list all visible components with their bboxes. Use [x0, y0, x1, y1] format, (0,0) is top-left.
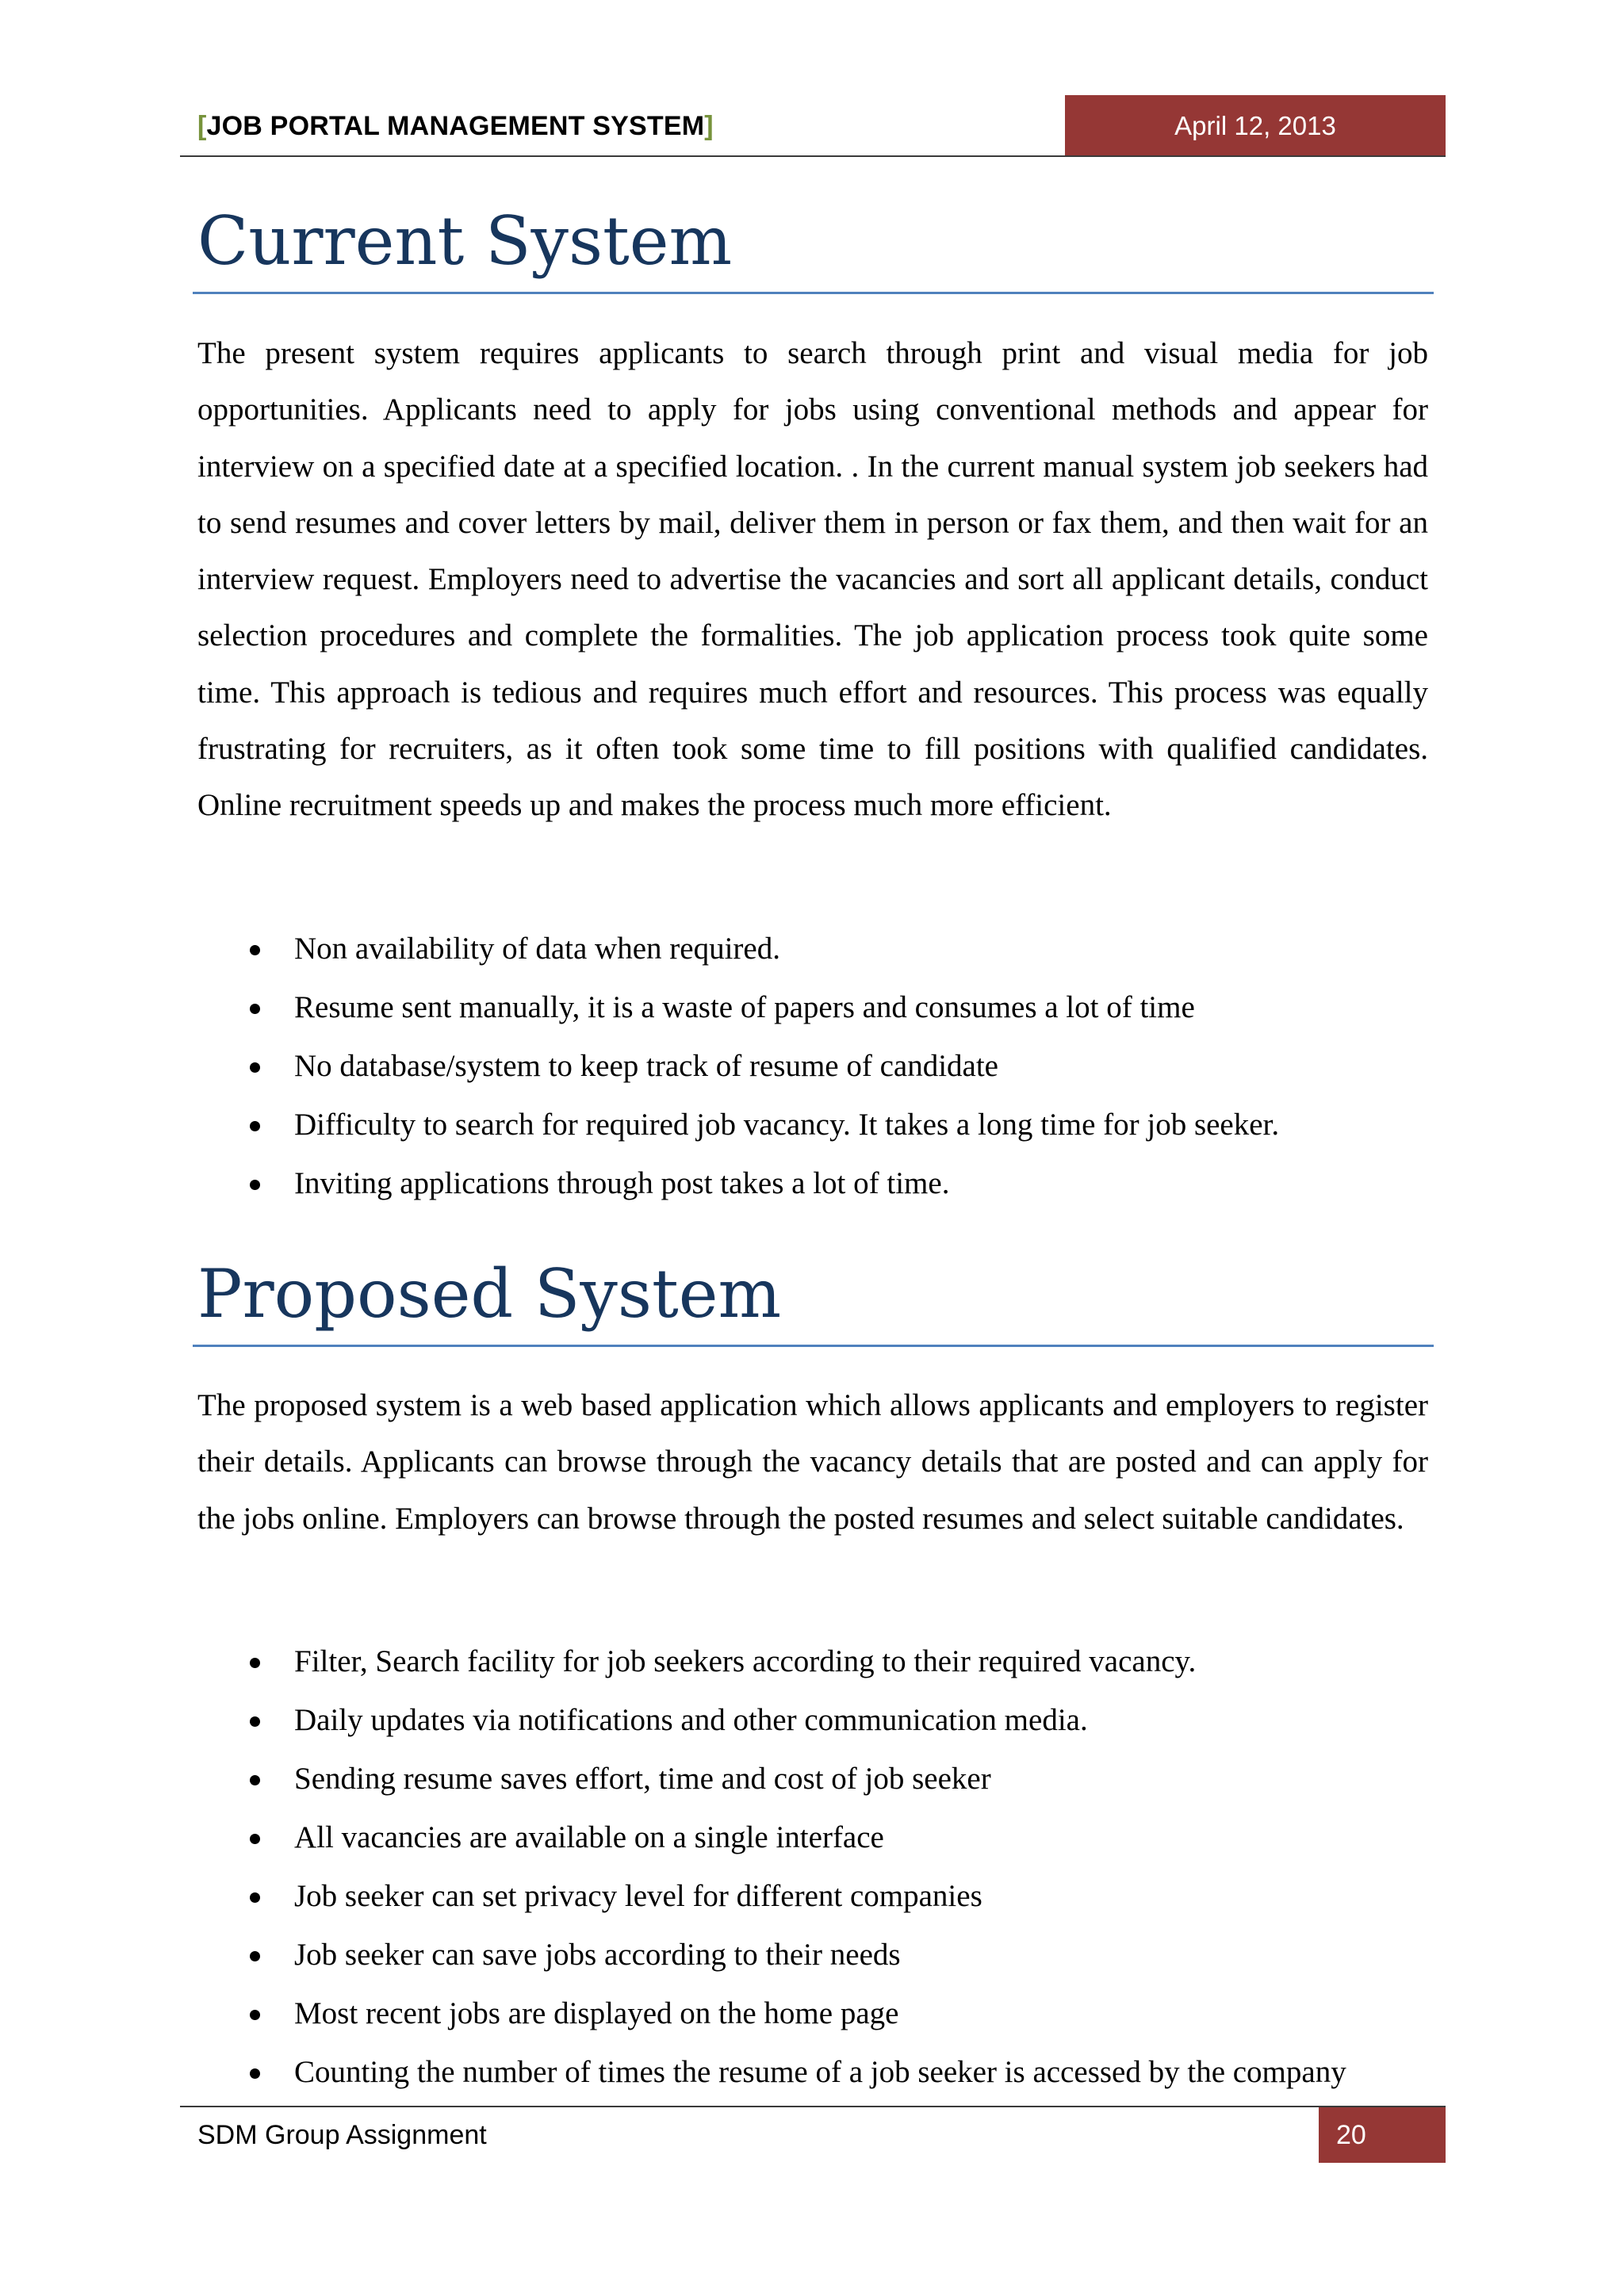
list-item-text: Daily updates via notifications and other communication media. [294, 1703, 1088, 1737]
bullet-dot-icon [250, 1892, 260, 1903]
list-item-text: Job seeker can set privacy level for different companies [294, 1879, 982, 1913]
bullet-dot-icon [250, 1951, 260, 1961]
list-item [197, 1808, 1434, 1867]
list-item [197, 1984, 1434, 2043]
list-item [197, 1632, 1434, 1691]
header-date: April 12, 2013 [1174, 111, 1336, 140]
list-item [197, 1037, 1434, 1096]
proposed-system-heading: Proposed System [193, 1261, 1434, 1347]
list-item-text: Non availability of data when required. [294, 932, 780, 966]
list-item-text: Job seeker can save jobs according to their needs [294, 1938, 901, 1972]
title-text: JOB PORTAL MANAGEMENT SYSTEM [206, 111, 705, 141]
page-number: 20 [1336, 2120, 1366, 2150]
proposed-system-paragraph: The proposed system is a web based application which allows applicants and employers to register their details. Applicants can browse through the vacancy details that are posted and can apply for the jobs online. Employers can browse through the posted resumes and select suitable candidates. [197, 1388, 1428, 1536]
page-header [180, 95, 1446, 157]
list-item [197, 1096, 1434, 1154]
list-item-text: Inviting applications through post takes a lot of time. [294, 1166, 950, 1200]
list-item [197, 978, 1434, 1037]
list-item-text: All vacancies are available on a single interface [294, 1820, 884, 1854]
current-system-heading: Current System [193, 208, 1434, 294]
bullet-dot-icon [250, 1121, 260, 1131]
list-item [197, 1867, 1434, 1926]
bullet-dot-icon [250, 1775, 260, 1785]
list-item [197, 920, 1434, 978]
proposed-system-bullet-list [197, 1632, 1434, 2102]
bullet-dot-icon [250, 2010, 260, 2020]
bullet-dot-icon [250, 1004, 260, 1014]
list-item-text: Most recent jobs are displayed on the home page [294, 1996, 899, 2030]
list-item-text: No database/system to keep track of resume of candidate [294, 1049, 998, 1083]
footer-text: SDM Group Assignment [197, 2120, 487, 2150]
list-item [197, 1750, 1434, 1808]
bullet-dot-icon [250, 1834, 260, 1844]
list-item-text: Counting the number of times the resume of a job seeker is accessed by the company [294, 2055, 1346, 2089]
bullet-dot-icon [250, 945, 260, 955]
list-item-text: Filter, Search facility for job seekers according to their required vacancy. [294, 1644, 1197, 1678]
list-item-text: Difficulty to search for required job vacancy. It takes a long time for job seeker. [294, 1108, 1280, 1142]
list-item-text: Sending resume saves effort, time and cost of job seeker [294, 1762, 991, 1796]
bullet-dot-icon [250, 2068, 260, 2079]
list-item [197, 1691, 1434, 1750]
list-item [197, 1154, 1434, 1213]
page-number-box [1319, 2107, 1446, 2163]
page-footer [180, 2106, 1446, 2163]
bullet-dot-icon [250, 1716, 260, 1727]
current-system-paragraph: The present system requires applicants to search through print and visual media for job opportunities. Applicants need to apply for jobs using conventional methods and appear for interview on a specified date at a specified location. . In the current manual system job seekers had to send resumes and cover letters by mail, deliver them in person or fax them, and then wait for an interview request. Employers need to advertise the vacancies and sort all applicant details, conduct selection procedures and complete the formalities. The job application process took quite some time. This approach is tedious and requires much effort and resources. This process was equally frustrating for recruiters, as it often took some time to fill positions with qualified candidates. Online recruitment speeds up and makes the process much more efficient. [197, 336, 1428, 823]
title-bracket-close: ] [704, 111, 714, 141]
bullet-dot-icon [250, 1658, 260, 1668]
date-box [1065, 95, 1446, 155]
current-system-bullet-list [197, 920, 1434, 1213]
list-item [197, 1926, 1434, 1984]
document-title [197, 111, 714, 142]
list-item-text: Resume sent manually, it is a waste of papers and consumes a lot of time [294, 990, 1195, 1024]
bullet-dot-icon [250, 1180, 260, 1190]
bullet-dot-icon [250, 1062, 260, 1073]
title-bracket-open: [ [197, 111, 207, 141]
list-item [197, 2043, 1434, 2102]
